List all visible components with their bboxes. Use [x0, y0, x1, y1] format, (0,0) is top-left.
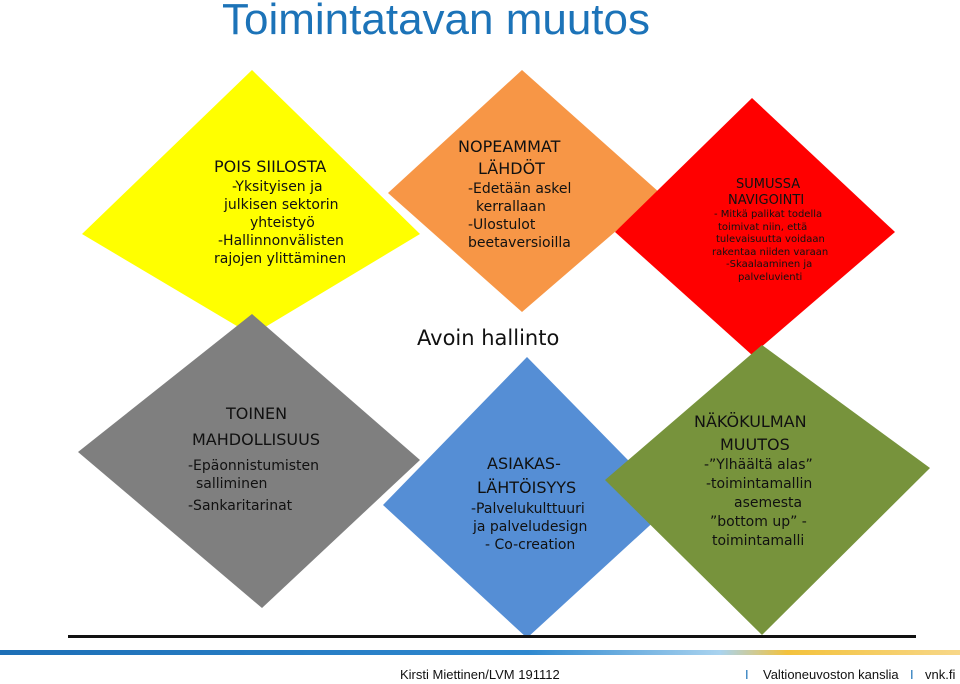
box-green-heading: MUUTOS [720, 435, 790, 454]
box-green-line: ”bottom up” - [710, 514, 807, 530]
box-red-line: tulevaisuutta voidaan [716, 234, 825, 245]
box-yellow-line: -Yksityisen ja [232, 179, 323, 195]
box-orange-line: -Edetään askel [468, 181, 572, 197]
box-green-line: asemesta [734, 495, 803, 511]
box-gray-line: -Sankaritarinat [188, 498, 293, 514]
box-green [694, 410, 844, 551]
box-blue-heading: ASIAKAS- [487, 454, 561, 473]
box-blue-heading: LÄHTÖISYYS [477, 478, 577, 497]
box-blue-line: -Palvelukulttuuri [471, 501, 585, 517]
center-label: Avoin hallinto [417, 326, 560, 350]
box-yellow [214, 156, 364, 268]
footer-color-bar [0, 650, 960, 655]
box-blue [471, 452, 601, 554]
box-red-line: toimivat niin, että [718, 221, 808, 233]
box-red-heading: NAVIGOINTI [728, 193, 805, 208]
box-yellow-heading: POIS SIILOSTA [214, 157, 327, 176]
box-red-line: -Skaalaaminen ja [726, 259, 813, 270]
footer-separator: I [910, 667, 914, 682]
box-yellow-line: julkisen sektorin [224, 197, 339, 213]
box-orange-line: kerrallaan [476, 199, 546, 215]
box-green-line: -toimintamallin [706, 476, 813, 492]
box-orange [458, 136, 588, 252]
box-orange-heading: NOPEAMMAT [458, 137, 561, 156]
box-orange-line: beetaversioilla [468, 235, 571, 251]
box-red-line: - Mitkä palikat todella [714, 209, 823, 220]
box-gray-line: -Epäonnistumisten [188, 458, 320, 474]
box-red-line: palveluvienti [738, 271, 803, 283]
footer-site-link[interactable]: vnk.fi [925, 667, 956, 682]
box-gray [188, 401, 348, 515]
box-orange-line: -Ulostulot [468, 217, 536, 233]
footer-author: Kirsti Miettinen/LVM 191112 [400, 667, 560, 682]
box-blue-line: ja palveludesign [473, 519, 588, 535]
footer-separator: I [745, 667, 749, 682]
box-yellow-line: -Hallinnonvälisten [218, 233, 344, 249]
box-green-line: toimintamalli [712, 533, 805, 549]
box-red [712, 177, 862, 284]
box-yellow-line: yhteistyö [250, 215, 315, 231]
divider-line [68, 635, 916, 638]
box-green-heading: NÄKÖKULMAN [694, 412, 807, 431]
box-orange-heading: LÄHDÖT [478, 159, 545, 178]
box-gray-heading: MAHDOLLISUUS [192, 430, 320, 449]
box-green-line: -”Ylhäältä alas” [704, 457, 813, 473]
box-gray-line: salliminen [196, 476, 268, 492]
box-gray-heading: TOINEN [226, 404, 288, 423]
footer-org: Valtioneuvoston kanslia [763, 667, 899, 682]
box-blue-line: - Co-creation [485, 537, 576, 553]
box-yellow-line: rajojen ylittäminen [214, 251, 347, 267]
box-red-line: rakentaa niiden varaan [712, 246, 829, 258]
box-red-heading: SUMUSSA [736, 177, 801, 192]
page-title: Toimintatavan muutos [222, 0, 650, 44]
